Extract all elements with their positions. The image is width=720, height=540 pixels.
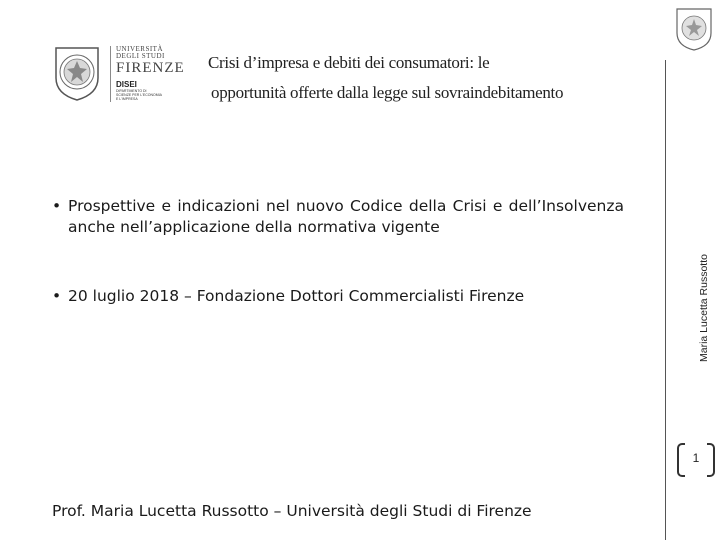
sidebar-author-label: Maria Lucetta Russotto [698,254,710,362]
bullet-item [52,286,624,307]
bullet-dot: • [52,287,62,305]
bullet-text: 20 luglio 2018 – Fondazione Dottori Commercialisti Firenze [68,287,525,305]
slide-title-line-1: Crisi d’impresa e debiti dei consumatori: le [208,53,490,72]
logo-text [116,46,185,102]
slide-title-line-2: opportunità offerte dalla legge sul sovraindebitamento [211,83,564,102]
university-seal-icon [52,44,102,102]
bullet-list [52,196,624,307]
logo-line-degli-studi: DEGLI STUDI [116,52,165,60]
bullet-dot: • [52,197,62,215]
slide-title [208,48,563,108]
university-logo [52,42,185,106]
bullet-text: Prospettive e indicazioni nel nuovo Codice della Crisi e dell’Insolvenza anche nell’applicazione della normativa vigente [68,197,624,236]
dept-line-2: SCIENZE PER L'ECONOMIA [116,93,162,98]
footer-author: Prof. Maria Lucetta Russotto – Università degli Studi di Firenze [52,502,532,520]
dept-line-1: DIPARTIMENTO DI [116,89,147,93]
logo-line-universita: UNIVERSITÀ [116,45,163,53]
dept-abbreviation: DISEI [116,80,137,89]
logo-divider [110,46,111,102]
logo-line-firenze: FIRENZE [116,60,185,76]
university-seal-icon [674,6,714,52]
bullet-item [52,196,624,238]
sidebar-divider [665,60,666,540]
page-number-box [677,443,715,475]
dept-line-3: E L'IMPRESA [116,97,138,102]
page-number: 1 [692,451,700,465]
